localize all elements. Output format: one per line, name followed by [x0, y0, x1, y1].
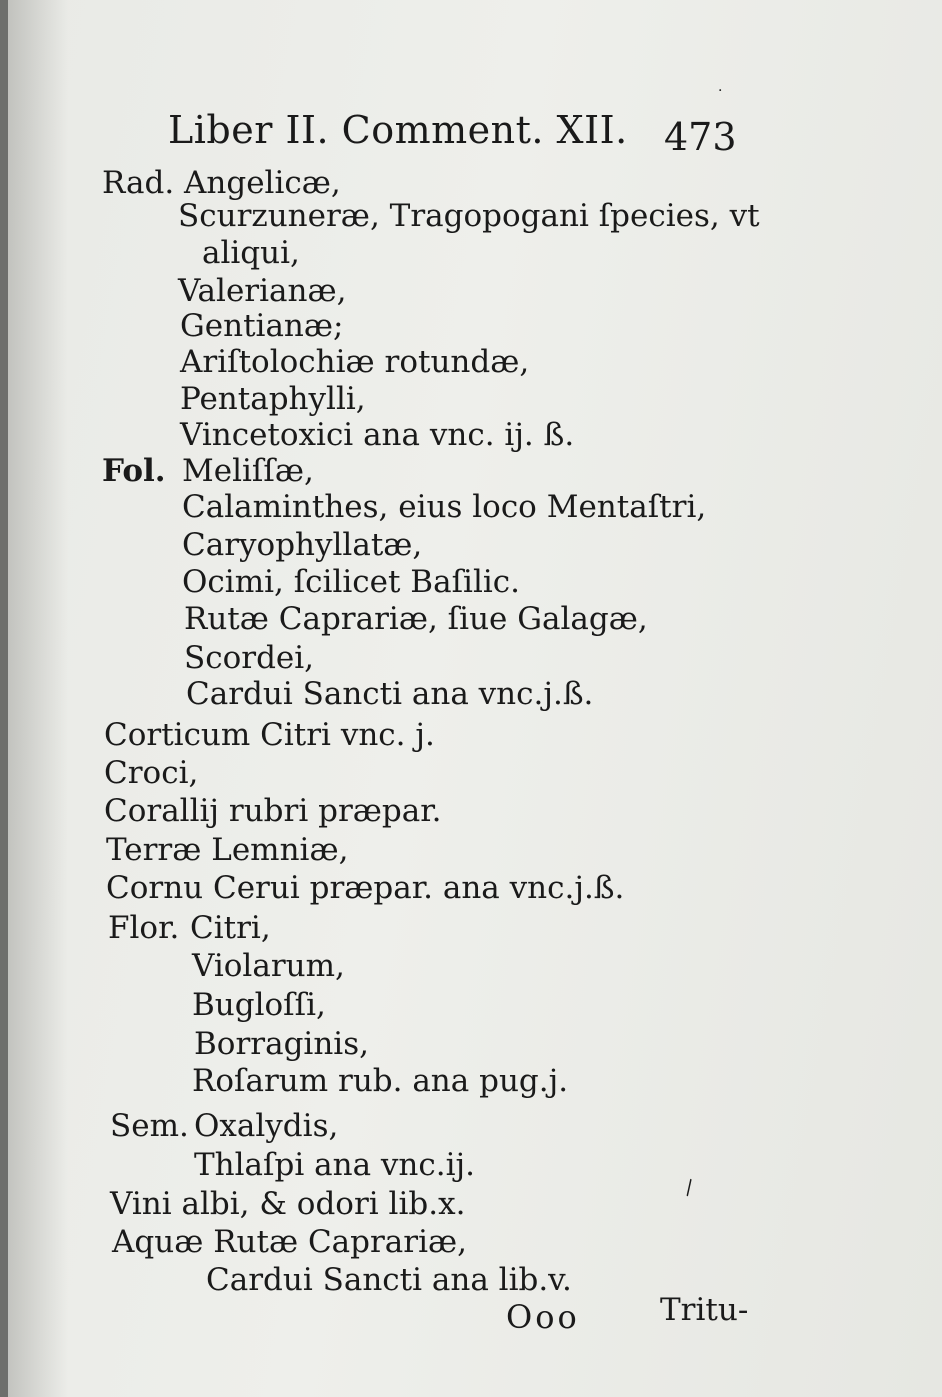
running-title: Liber II. Comment. XII.	[168, 108, 628, 152]
page-gutter-shadow	[8, 0, 68, 1397]
rad-line: Scurzuneræ, Tragopogani ſpecies, vt	[178, 198, 760, 234]
flor-line: Violarum,	[192, 948, 345, 984]
ingredient-line: Terræ Lemniæ,	[106, 832, 349, 868]
header-dot-mark: ·	[718, 83, 723, 99]
fol-line: Scordei,	[184, 640, 315, 676]
flor-line: Roſarum rub. ana pug.j.	[192, 1063, 569, 1099]
sem-line: Oxalydis,	[194, 1108, 339, 1144]
rad-line: Gentianæ;	[180, 308, 344, 344]
signature-mark: Ooo	[506, 1298, 580, 1336]
rad-line: aliqui,	[202, 235, 300, 271]
ingredient-line: Cornu Cerui præpar. ana vnc.j.ß.	[106, 870, 625, 906]
rad-line: Angelicæ,	[184, 165, 341, 201]
page-number: 473	[664, 115, 737, 159]
flor-label: Flor.	[108, 910, 180, 946]
sem-label: Sem.	[110, 1108, 189, 1144]
closing-line: Vini albi, & odori lib.x.	[110, 1186, 466, 1222]
fol-line: Ocimi, ſcilicet Baſilic.	[182, 564, 521, 600]
rad-line: Ariſtolochiæ rotundæ,	[180, 344, 530, 380]
fol-line: Cardui Sancti ana vnc.j.ß.	[186, 676, 594, 712]
sem-line: Thlaſpi ana vnc.ij.	[194, 1147, 475, 1183]
closing-line: Aquæ Rutæ Caprariæ,	[112, 1224, 468, 1260]
ingredient-line: Croci,	[104, 755, 199, 791]
ingredient-line: Corticum Citri vnc. j.	[104, 717, 435, 753]
flor-line: Bugloſſi,	[192, 987, 326, 1023]
fol-line: Calaminthes, eius loco Mentaſtri,	[182, 489, 707, 525]
stray-ink-mark: \	[680, 1174, 699, 1200]
rad-line: Vincetoxici ana vnc. ij. ß.	[180, 417, 575, 453]
ingredient-line: Corallij rubri præpar.	[104, 793, 442, 829]
flor-line: Citri,	[190, 910, 271, 946]
catchword: Tritu-	[660, 1292, 749, 1328]
fol-label: Fol.	[102, 453, 166, 489]
flor-line: Borraginis,	[194, 1026, 369, 1062]
rad-line: Valerianæ,	[178, 273, 347, 309]
book-page	[8, 0, 942, 1397]
fol-line: Caryophyllatæ,	[182, 527, 423, 563]
rad-label: Rad.	[102, 165, 175, 201]
closing-line: Cardui Sancti ana lib.v.	[206, 1262, 572, 1298]
fol-line: Rutæ Caprariæ, ſiue Galagæ,	[184, 601, 648, 637]
fol-line: Meliſſæ,	[182, 453, 314, 489]
rad-line: Pentaphylli,	[180, 381, 366, 417]
